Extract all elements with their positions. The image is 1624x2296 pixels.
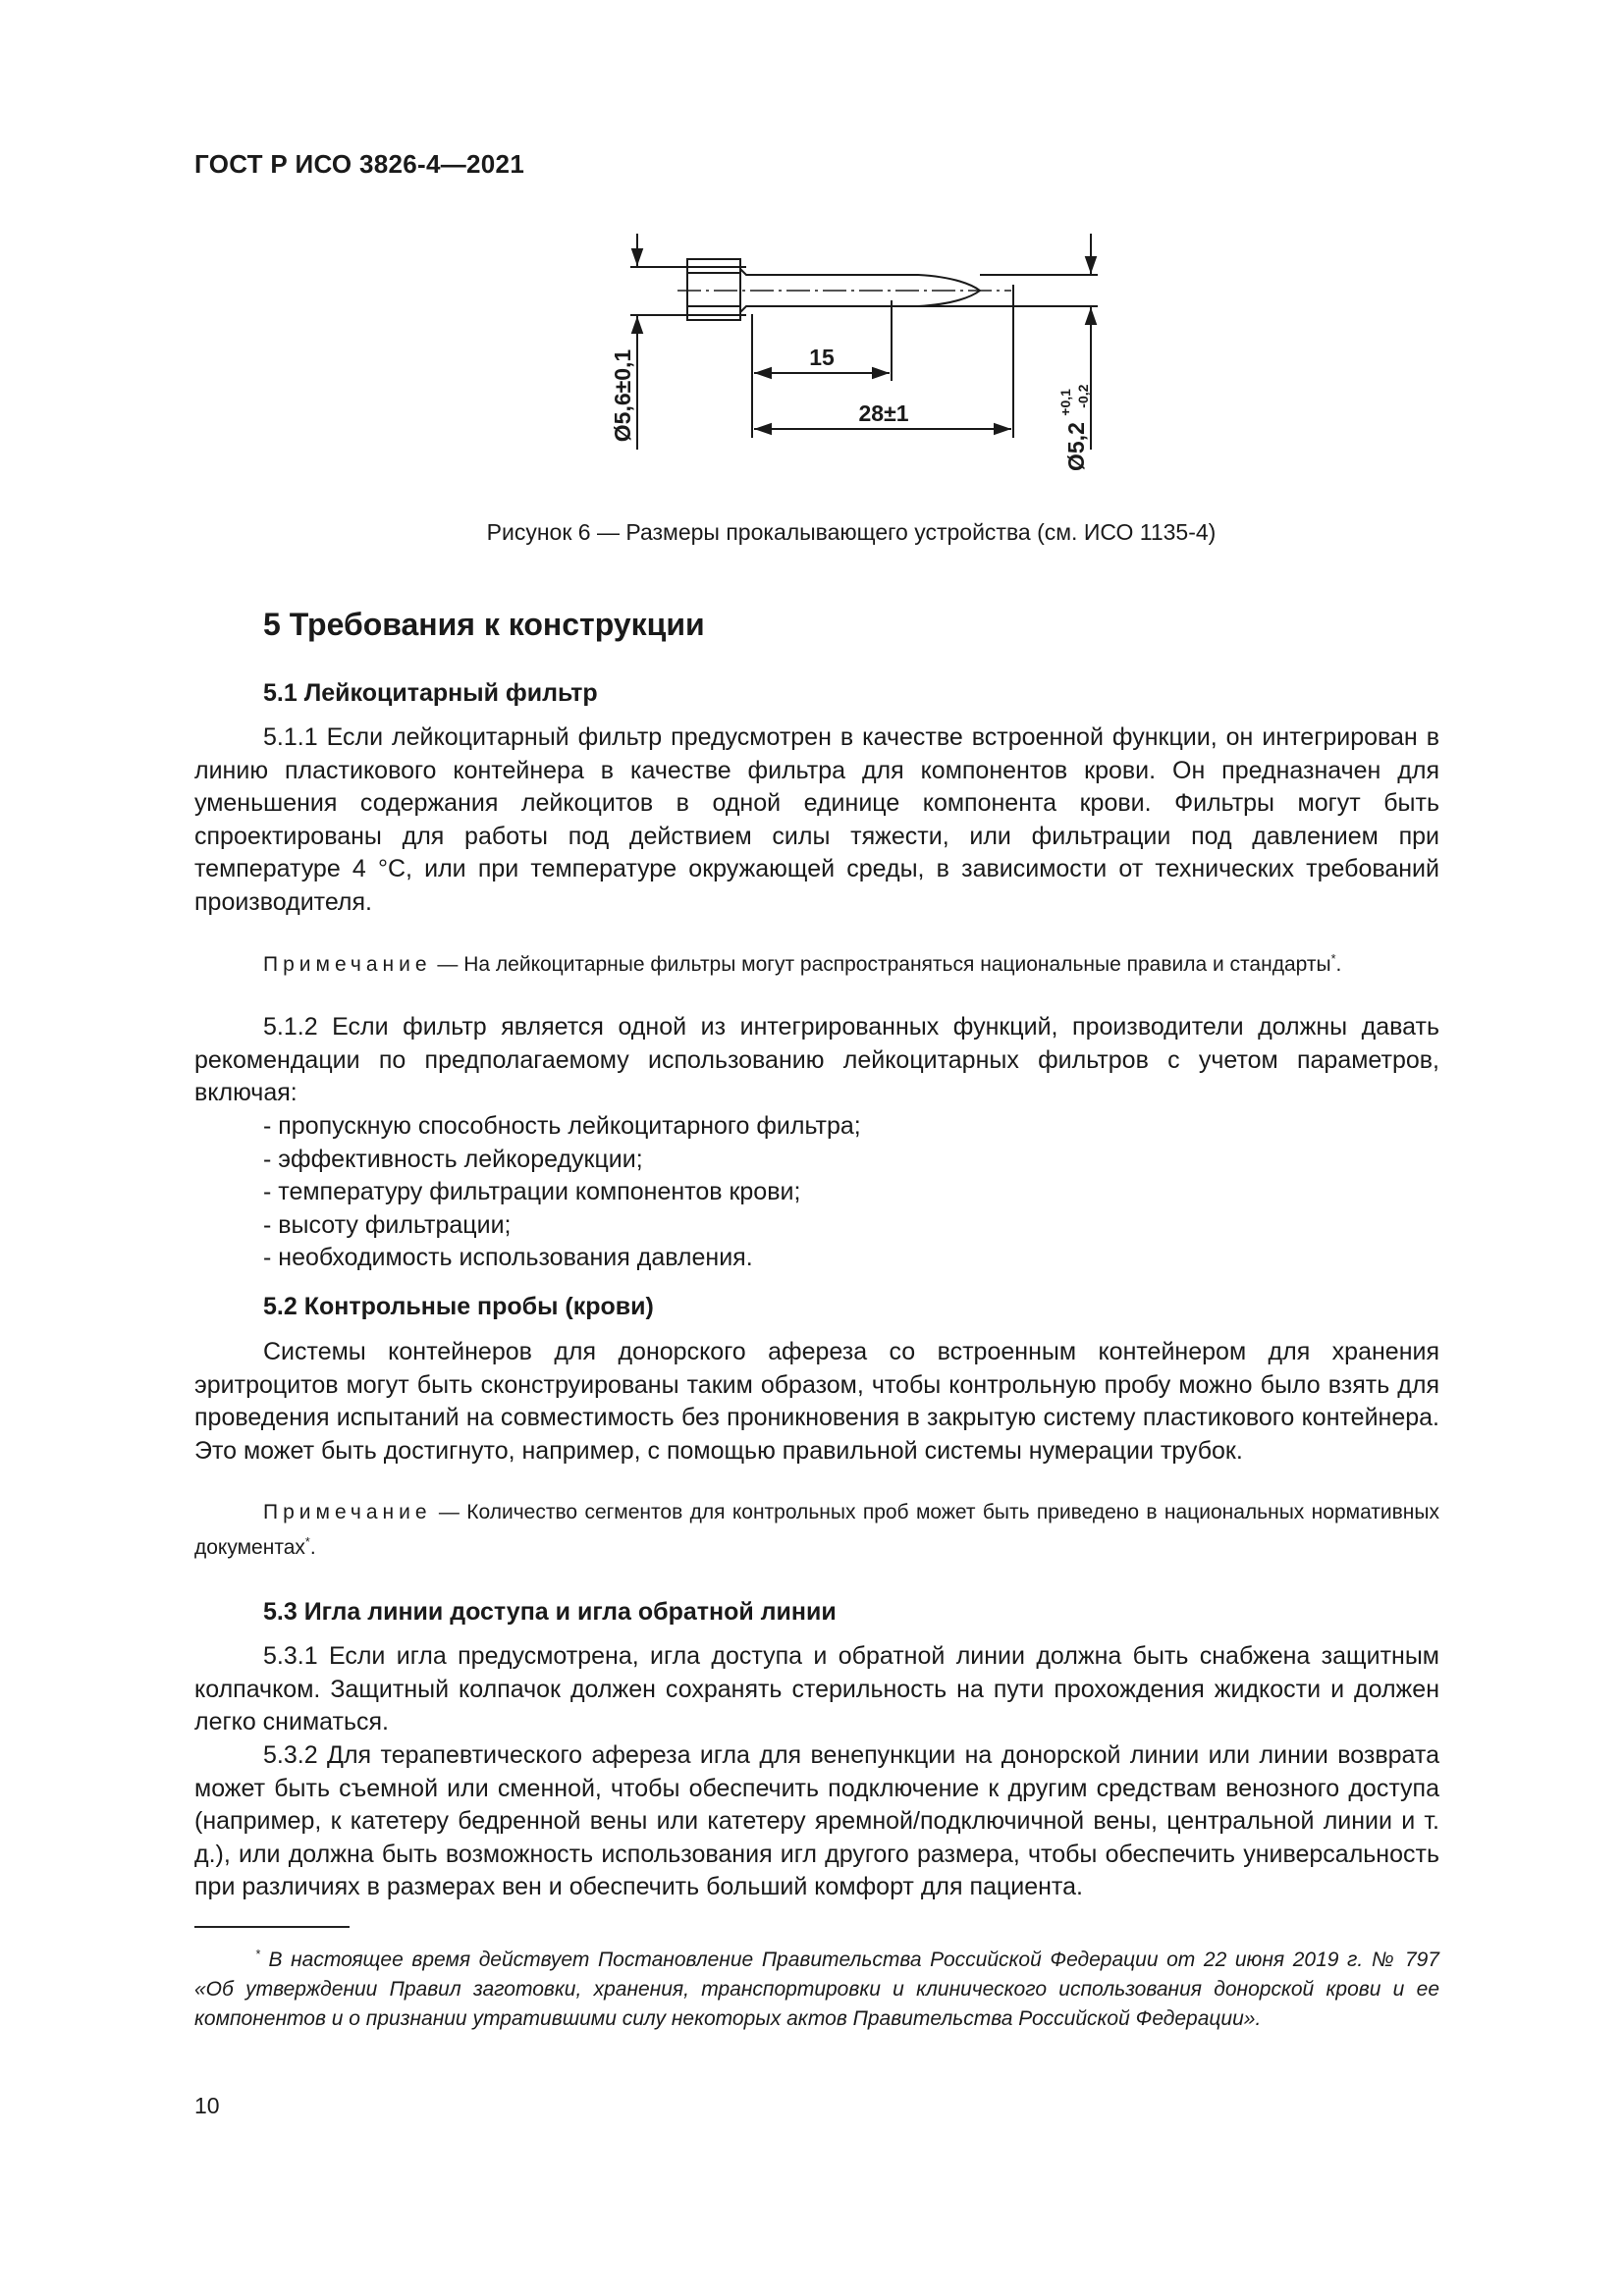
paragraph-5-1-1: 5.1.1 Если лейкоцитарный фильтр предусмотрен в качестве встроенной функции, он интегрирован в линию пластикового контейнера в качестве фильтра для компонентов крови. Он предназначен для уменьшения содержания лейкоцитов в одной единице компонента крови. Фильтры могут быть спроектированы для работы под действием силы тяжести, или фильтрации под давлением при температуре 4 °С, или при температуре окружающей среды, в зависимости от технических требований производителя. bbox=[194, 723, 1439, 916]
page-number: 10 bbox=[194, 2093, 220, 2118]
document-standard-header: ГОСТ Р ИСО 3826-4—2021 bbox=[194, 149, 525, 179]
note-text: — На лейкоцитарные фильтры могут распространяться национальные правила и стандарты bbox=[431, 953, 1331, 976]
paragraph-5-2: Системы контейнеров для донорского афереза со встроенным контейнером для хранения эритроцитов могут быть сконструированы таким образом, чтобы контрольную пробу можно было взять для проведения испытаний на совместимость без проникновения в закрытую систему пластикового контейнера. Это может быть достигнуто, например, с помощью правильной системы нумерации трубок. bbox=[194, 1338, 1439, 1465]
section-5-2-title: 5.2 Контрольные пробы (крови) bbox=[263, 1293, 654, 1320]
list-item: - высоту фильтрации; bbox=[263, 1210, 512, 1239]
dim-label-d52-lower: -0,2 bbox=[1075, 384, 1091, 408]
footnote-text: В настоящее время действует Постановление Правительства Российской Федерации от 22 июня 2019 г. № 797 «Об утверждении Правил заготовки, хранения, транспортировки и клинического использования донорской крови и ее компонентов и о признании утратившими силу некоторых актов Правительства Российской Федерации». bbox=[194, 1949, 1439, 2030]
section-5-title: 5 Требования к конструкции bbox=[263, 607, 705, 642]
paragraph-5-3-2: 5.3.2 Для терапевтического афереза игла для венепункции на донорской линии или линии возврата может быть съемной или сменной, чтобы обеспечить подключение к другим средствам венозного доступа (например, к катетеру бедренной вены или катетеру яремной/подключичной вены, центральной линии и т. д.), или должна быть возможность использования игл другого размера, чтобы обеспечить универсальность при различиях в размерах вен и обеспечить больший комфорт для пациента. bbox=[194, 1741, 1439, 1900]
dim-label-d52-upper: +0,1 bbox=[1057, 389, 1073, 416]
list-item: - пропускную способность лейкоцитарного фильтра; bbox=[263, 1112, 861, 1140]
dim-label-d56: Ø5,6±0,1 bbox=[610, 348, 635, 443]
figure-caption: Рисунок 6 — Размеры прокалывающего устройства (см. ИСО 1135-4) bbox=[486, 519, 1217, 545]
paragraph-5-1-2: 5.1.2 Если фильтр является одной из интегрированных функций, производители должны давать рекомендации по предполагаемому использованию лейкоцитарных фильтров с учетом параметров, включая: bbox=[194, 1013, 1439, 1106]
dim-label-d52-base: Ø5,2 bbox=[1063, 422, 1089, 471]
footnote-ref: * bbox=[1330, 952, 1336, 966]
section-5-3-title: 5.3 Игла линии доступа и игла обратной линии bbox=[263, 1598, 837, 1626]
note-text: — Количество сегментов для контрольных проб может быть приведено в национальных нормативных документах bbox=[194, 1501, 1439, 1559]
footnote-ref: * bbox=[304, 1535, 310, 1549]
dim-label-28: 28±1 bbox=[858, 400, 909, 426]
filter-parameters-list bbox=[263, 1110, 861, 1275]
needle-hub bbox=[687, 259, 740, 320]
note-5-2: Примечание — Количество сегментов для контрольных проб может быть приведено в национальных нормативных документах*. bbox=[194, 1501, 1439, 1559]
dim-label-15: 15 bbox=[809, 345, 835, 370]
note-label: Примечание bbox=[263, 953, 432, 976]
footnote bbox=[194, 1940, 1439, 2034]
list-item: - температуру фильтрации компонентов крови; bbox=[263, 1178, 801, 1205]
footnote-mark: * bbox=[255, 1948, 260, 1961]
footnote-separator bbox=[194, 1926, 350, 1928]
paragraph-5-3-1: 5.3.1 Если игла предусмотрена, игла доступа и обратной линии должна быть снабжена защитным колпачком. Защитный колпачок должен сохранять стерильность на пути прохождения жидкости и должен легко сниматься. bbox=[194, 1642, 1439, 1735]
section-5-1-title: 5.1 Лейкоцитарный фильтр bbox=[263, 679, 598, 707]
note-label: Примечание bbox=[263, 1501, 432, 1523]
note-5-1: Примечание — На лейкоцитарные фильтры могут распространяться национальные правила и стандарты*. bbox=[263, 952, 1342, 976]
list-item: - эффективность лейкоредукции; bbox=[263, 1145, 643, 1173]
dim-label-d52 bbox=[1050, 383, 1091, 471]
list-item: - необходимость использования давления. bbox=[263, 1244, 753, 1271]
piercing-device-drawing bbox=[579, 224, 1129, 489]
